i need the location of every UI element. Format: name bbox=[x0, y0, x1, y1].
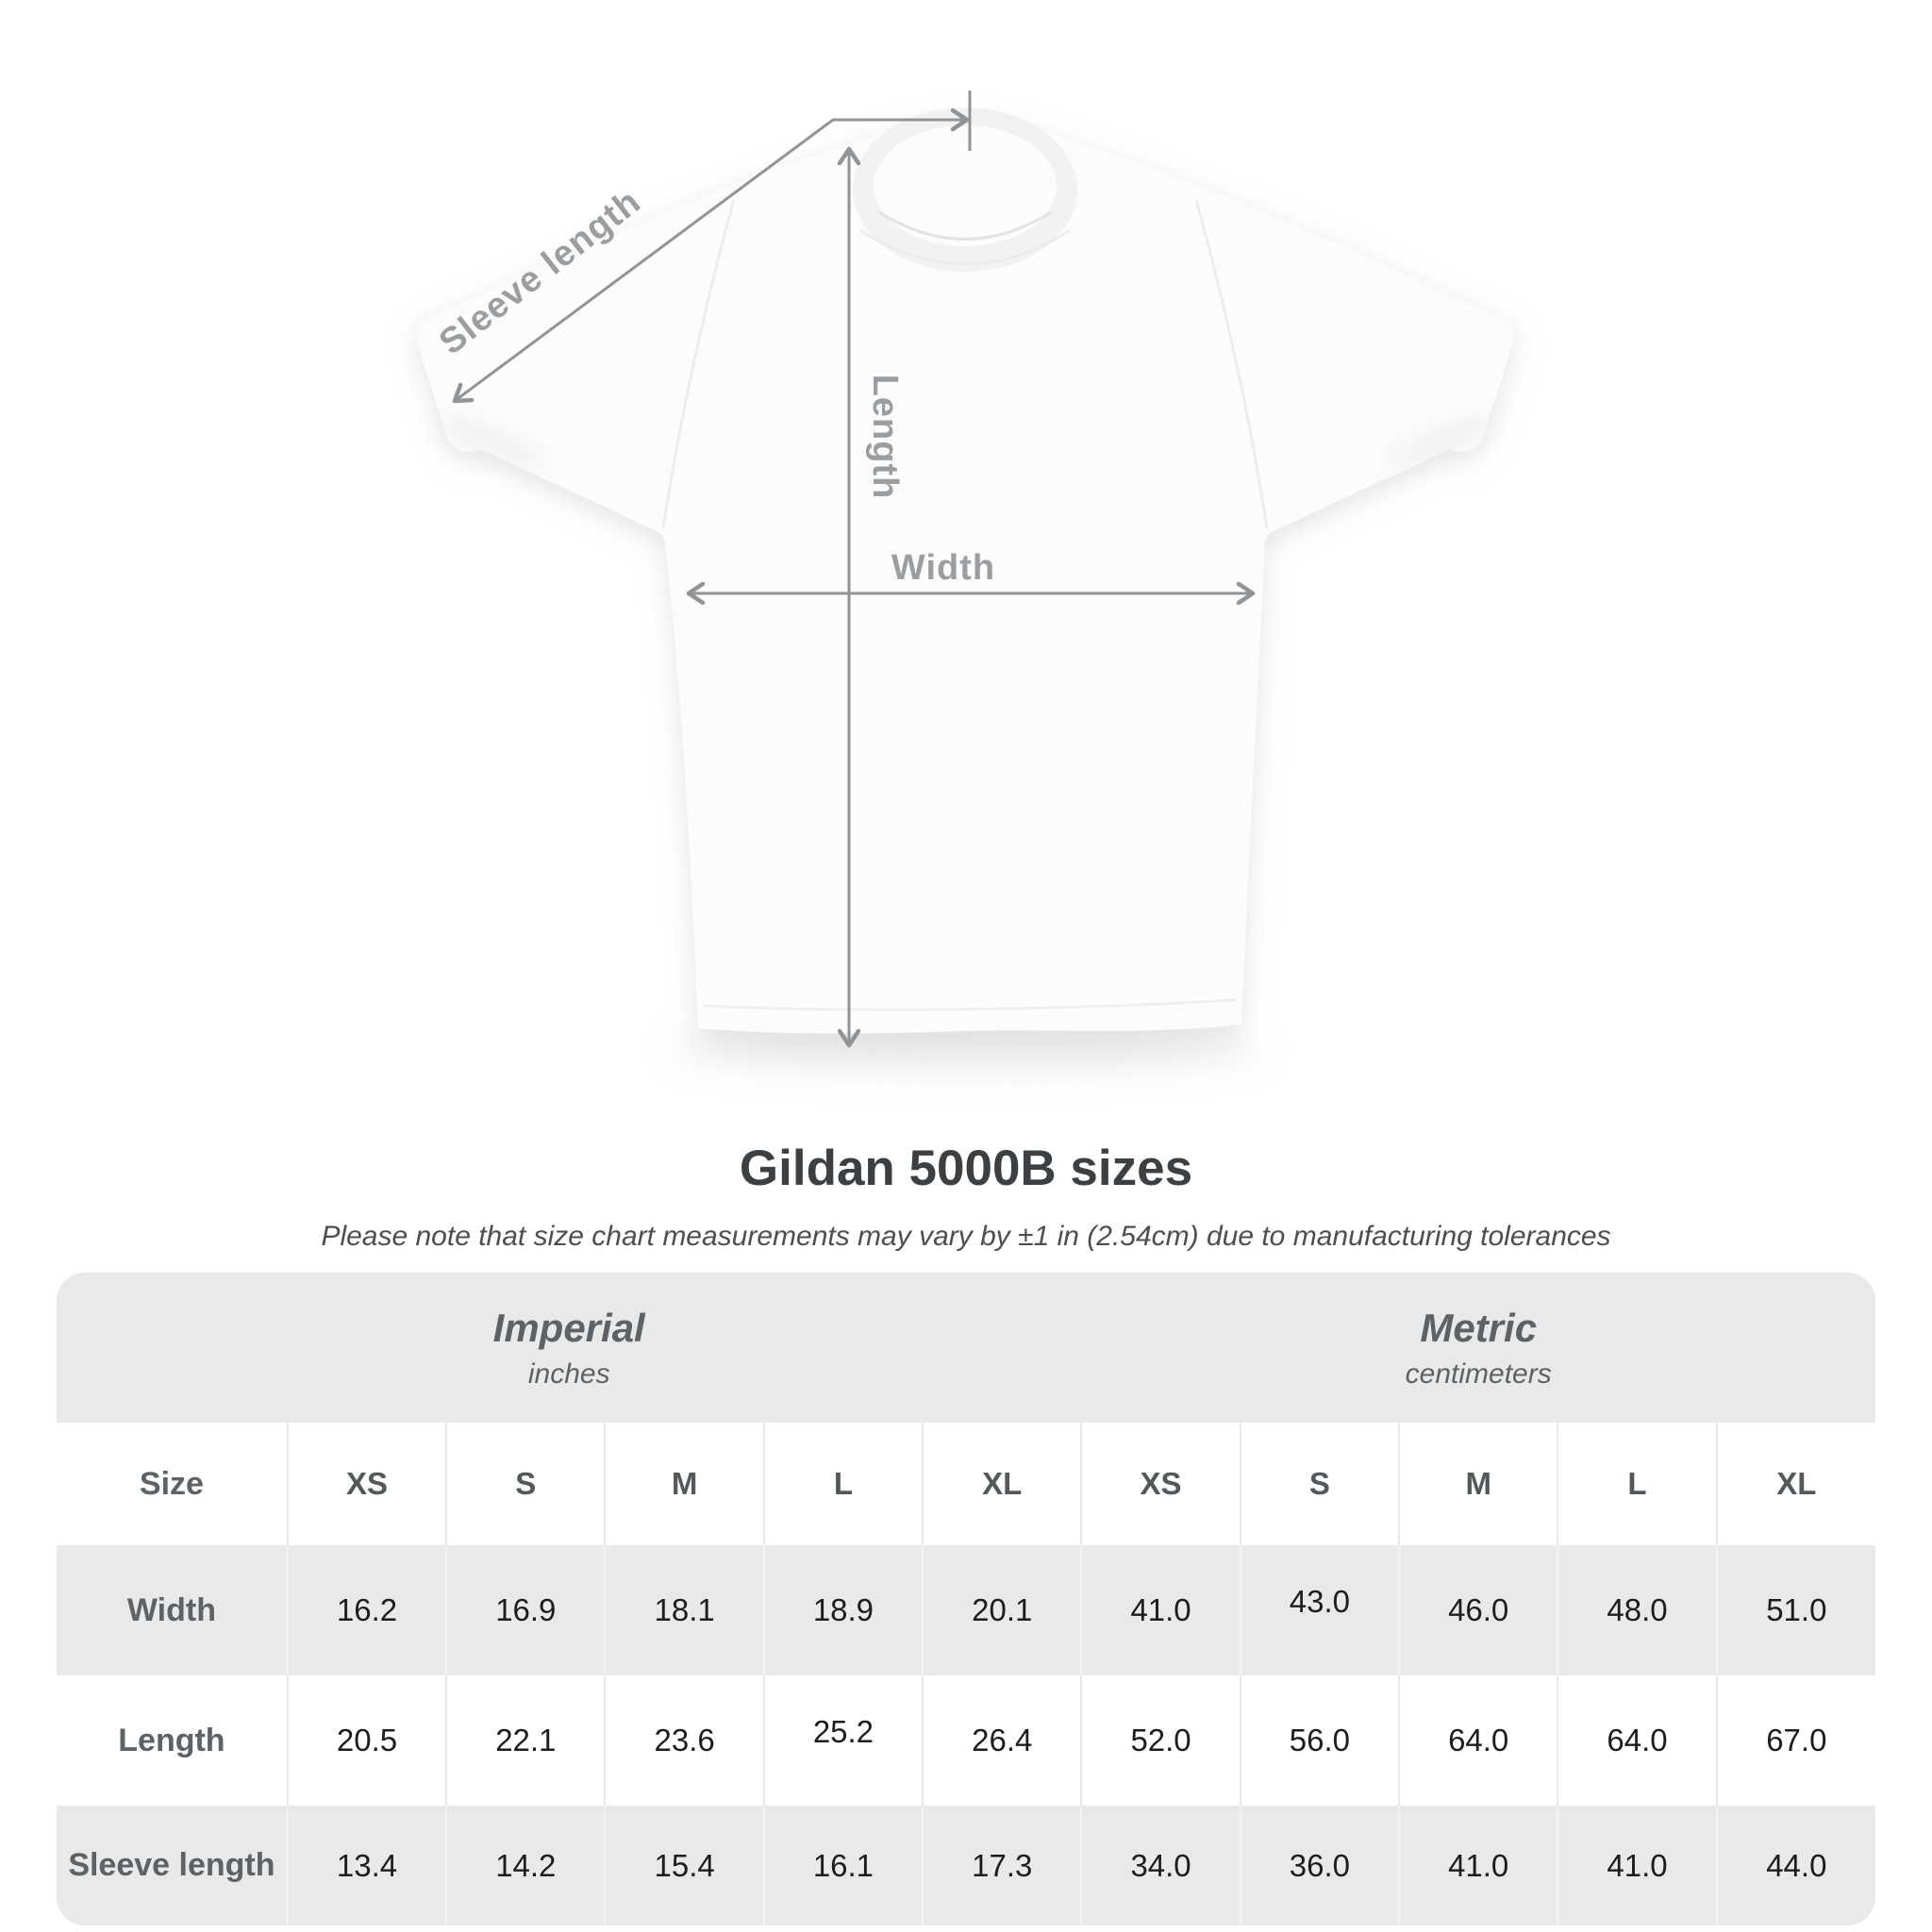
size-col-imperial-m: M bbox=[605, 1423, 763, 1545]
length-imperial-s: 22.1 bbox=[446, 1675, 605, 1806]
length-imperial-m: 23.6 bbox=[605, 1675, 763, 1806]
length-imperial-l: 25.2 bbox=[764, 1675, 923, 1806]
sleeve-imperial-l: 16.1 bbox=[764, 1806, 923, 1925]
size-col-metric-m: M bbox=[1399, 1423, 1557, 1545]
width-imperial-s: 16.9 bbox=[446, 1545, 605, 1675]
length-imperial-xs: 20.5 bbox=[288, 1675, 446, 1806]
imperial-unit: inches bbox=[527, 1357, 610, 1390]
collar-opening bbox=[874, 125, 1057, 246]
imperial-header bbox=[57, 1273, 1081, 1423]
length-metric-s: 56.0 bbox=[1241, 1675, 1399, 1806]
size-col-metric-s: S bbox=[1241, 1423, 1399, 1545]
width-imperial-xs: 16.2 bbox=[288, 1545, 446, 1675]
sleeve-metric-xl: 44.0 bbox=[1717, 1806, 1875, 1925]
size-col-metric-xs: XS bbox=[1081, 1423, 1240, 1545]
size-col-metric-l: L bbox=[1557, 1423, 1716, 1545]
size-col-metric-xl: XL bbox=[1717, 1423, 1875, 1545]
width-row bbox=[57, 1545, 1875, 1675]
metric-unit: centimeters bbox=[1405, 1357, 1552, 1390]
unit-header-row bbox=[57, 1273, 1875, 1423]
sleeve-row-label: Sleeve length bbox=[57, 1806, 288, 1925]
page-title: Gildan 5000B sizes bbox=[739, 1141, 1193, 1196]
sleeve-length-row bbox=[57, 1806, 1875, 1925]
metric-title: Metric bbox=[1420, 1305, 1538, 1350]
sleeve-metric-m: 41.0 bbox=[1399, 1806, 1557, 1925]
imperial-title: Imperial bbox=[492, 1305, 645, 1350]
width-metric-xl: 51.0 bbox=[1717, 1545, 1875, 1675]
length-metric-l: 64.0 bbox=[1557, 1675, 1716, 1806]
sleeve-metric-s: 36.0 bbox=[1241, 1806, 1399, 1925]
size-table-grid bbox=[57, 1273, 1875, 1925]
tee-ground-shadow bbox=[673, 1026, 1257, 1072]
page-subtitle: Please note that size chart measurements may vary by ±1 in (2.54cm) due to manufacturing tolerances bbox=[321, 1221, 1611, 1252]
width-metric-xs: 41.0 bbox=[1081, 1545, 1240, 1675]
metric-header bbox=[1081, 1273, 1875, 1423]
size-col-imperial-xs: XS bbox=[288, 1423, 446, 1545]
size-col-imperial-xl: XL bbox=[923, 1423, 1081, 1545]
sleeve-metric-l: 41.0 bbox=[1557, 1806, 1716, 1925]
sleeve-imperial-xl: 17.3 bbox=[923, 1806, 1081, 1925]
size-col-imperial-l: L bbox=[764, 1423, 923, 1545]
length-label: Length bbox=[865, 374, 905, 500]
size-header-row bbox=[57, 1423, 1875, 1545]
size-table bbox=[57, 1273, 1875, 1925]
width-imperial-m: 18.1 bbox=[605, 1545, 763, 1675]
length-row-label: Length bbox=[57, 1675, 288, 1806]
width-imperial-xl: 20.1 bbox=[923, 1545, 1081, 1675]
sleeve-metric-xs: 34.0 bbox=[1081, 1806, 1240, 1925]
size-row-label: Size bbox=[57, 1423, 288, 1545]
length-imperial-xl: 26.4 bbox=[923, 1675, 1081, 1806]
width-row-label: Width bbox=[57, 1545, 288, 1675]
length-metric-m: 64.0 bbox=[1399, 1675, 1557, 1806]
width-metric-l: 48.0 bbox=[1557, 1545, 1716, 1675]
width-label: Width bbox=[891, 548, 996, 588]
width-metric-s: 43.0 bbox=[1241, 1545, 1399, 1675]
sleeve-imperial-xs: 13.4 bbox=[288, 1806, 446, 1925]
width-metric-m: 46.0 bbox=[1399, 1545, 1557, 1675]
length-row bbox=[57, 1675, 1875, 1806]
sleeve-length-label: Sleeve length bbox=[432, 181, 649, 363]
width-imperial-l: 18.9 bbox=[764, 1545, 923, 1675]
size-col-imperial-s: S bbox=[446, 1423, 605, 1545]
sleeve-imperial-s: 14.2 bbox=[446, 1806, 605, 1925]
length-metric-xl: 67.0 bbox=[1717, 1675, 1875, 1806]
sleeve-imperial-m: 15.4 bbox=[605, 1806, 763, 1925]
length-metric-xs: 52.0 bbox=[1081, 1675, 1240, 1806]
